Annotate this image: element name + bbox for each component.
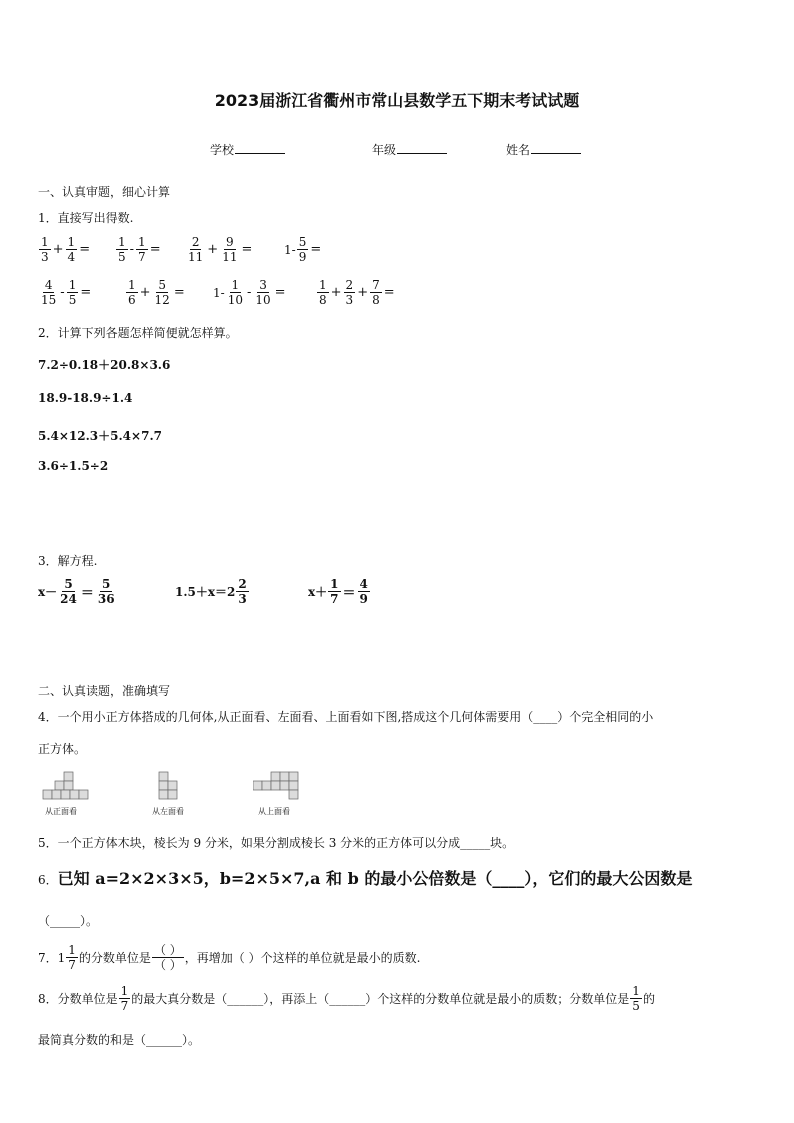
- grade-blank: [397, 142, 447, 154]
- q1-expr-8: $\frac{1}{8}$ + $\frac{2}{3}$ + $\frac{7}{8}$ =: [319, 278, 395, 307]
- q1-expr-2: $\frac{1}{5}$ - $\frac{1}{7}$ =: [118, 235, 161, 264]
- section-2-heading: 二、认真读题，准确填写: [38, 684, 171, 698]
- question-1-label: 1．直接写出得数.: [38, 211, 134, 225]
- question-2-label: 2．计算下列各题怎样简便就怎样算。: [38, 326, 238, 340]
- q2-item-1: 7.2÷0.18＋20.8×3.6: [38, 358, 171, 372]
- school-field: [210, 141, 285, 158]
- left-view-caption: 从左面看: [152, 807, 184, 816]
- question-6-line-1: 6．已知 a=2×2×3×5，b=2×5×7,a 和 b 的最小公倍数是（____），它们的最大公因数是: [38, 869, 693, 888]
- name-blank: [531, 142, 581, 154]
- q1-expr-6: $\frac{1}{6}$ + $\frac{5}{12}$ =: [128, 278, 185, 307]
- question-3-label: 3．解方程.: [38, 554, 98, 568]
- question-5: 5．一个正方体木块，棱长为 9 分米，如果分割成棱长 3 分米的正方体可以分成_____块。: [38, 836, 515, 850]
- q1-expr-4: 1- $\frac{5}{9}$ =: [284, 235, 322, 264]
- grade-field: [372, 141, 447, 158]
- question-6-line-2: （_____）。: [38, 914, 99, 928]
- q3-equation-2: 1.5＋x＝2 $\frac{2}{3}$: [175, 577, 247, 606]
- question-7: 7．1 $\frac{1}{7}$ 的分数单位是 $\frac{( )}{( )}$ ，再增加（ ）个这样的单位就是最小的质数.: [38, 943, 421, 972]
- q2-item-4: 3.6÷1.5÷2: [38, 459, 109, 473]
- q2-item-2: 18.9-18.9÷1.4: [38, 391, 133, 405]
- q3-equation-3: x＋ $\frac{1}{7}$ ＝ $\frac{4}{9}$: [308, 577, 368, 606]
- q1-expr-7: 1- $\frac{1}{10}$ - $\frac{3}{10}$ =: [213, 278, 286, 307]
- q1-expr-3: $\frac{2}{11}$ + $\frac{9}{11}$ =: [188, 235, 253, 264]
- grade-label: 年级: [372, 143, 397, 157]
- left-view-figure: [155, 770, 185, 800]
- name-field: [506, 141, 581, 158]
- question-8-line-1: 8．分数单位是 $\frac{1}{7}$ 的最大真分数是（______），再添上（______）个这样的分数单位就是最小的质数；分数单位是 $\frac{1}{5}$ 的: [38, 984, 655, 1013]
- section-1-heading: 一、认真审题，细心计算: [38, 185, 171, 199]
- q3-equation-1: x－ $\frac{5}{24}$ ＝ $\frac{5}{36}$: [38, 577, 115, 606]
- question-8-line-2: 最简真分数的和是（______）。: [38, 1033, 201, 1047]
- front-view-caption: 从正面看: [45, 807, 77, 816]
- q1-expr-5: $\frac{4}{15}$ - $\frac{1}{5}$ =: [41, 278, 92, 307]
- question-4-line-1: 4．一个用小正方体搭成的几何体,从正面看、左面看、上面看如下图,搭成这个几何体需要用（____）个完全相同的小: [38, 710, 654, 724]
- top-view-figure: [253, 770, 299, 800]
- q1-expr-1: $\frac{1}{3}$ + $\frac{1}{4}$ =: [41, 235, 91, 264]
- page-title: 2023届浙江省衢州市常山县数学五下期末考试试题: [214, 91, 580, 110]
- q2-item-3: 5.4×12.3＋5.4×7.7: [38, 429, 162, 443]
- question-4-line-2: 正方体。: [38, 742, 87, 756]
- front-view-figure: [40, 770, 92, 800]
- name-label: 姓名: [506, 143, 531, 157]
- school-label: 学校: [210, 143, 235, 157]
- school-blank: [235, 142, 285, 154]
- top-view-caption: 从上面看: [258, 807, 290, 816]
